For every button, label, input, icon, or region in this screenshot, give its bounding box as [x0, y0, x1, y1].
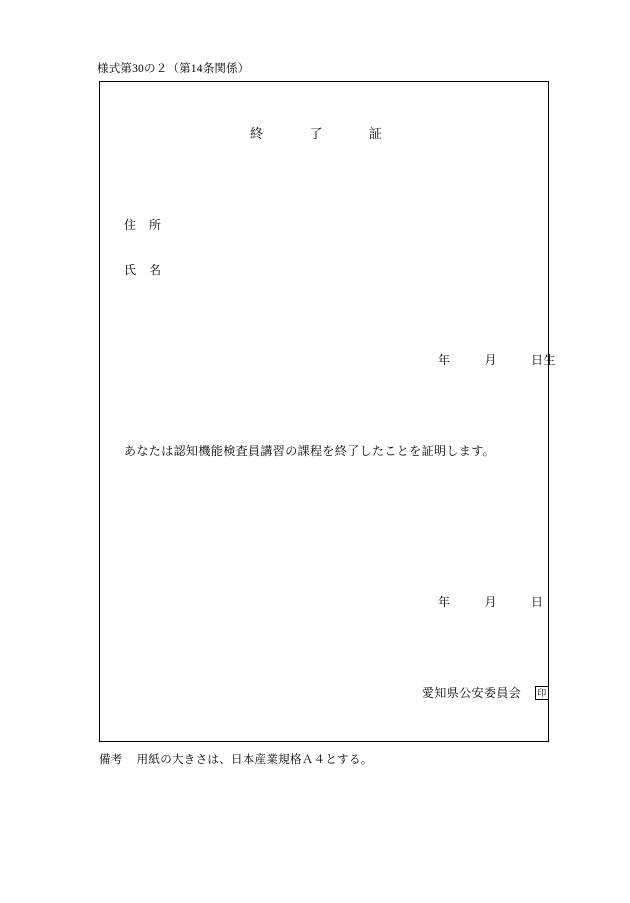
address-field-label: 住 所 [124, 218, 162, 232]
remark-label: 備考 [99, 754, 123, 766]
name-field-label: 氏 名 [124, 263, 162, 277]
certificate-title-char-3: 証 [369, 126, 383, 141]
issue-year-label: 年 [438, 595, 451, 609]
remark-line [99, 751, 373, 767]
issue-date-line [438, 593, 544, 610]
seal-icon: 印 [537, 688, 547, 698]
certificate-box [99, 81, 557, 742]
remark-text: 用紙の大きさは、日本産業規格Ａ４とする。 [136, 754, 373, 766]
issue-day-label: 日 [531, 595, 544, 609]
birth-year-label: 年 [438, 353, 451, 367]
form-number: 様式第30の２（第14条関係） [97, 63, 250, 75]
issue-month-label: 月 [484, 595, 498, 609]
certificate-title [250, 123, 383, 142]
certificate-title-char-2: 了 [309, 126, 324, 141]
birth-date-line [438, 351, 556, 368]
certificate-title-char-1: 終 [250, 126, 264, 141]
birth-month-label: 月 [484, 353, 498, 367]
birth-day-label: 日生 [531, 353, 557, 367]
issuer-line [422, 684, 549, 701]
certificate-statement: あなたは認知機能検査員講習の課程を終了したことを証明します。 [124, 444, 496, 458]
issuer-name: 愛知県公安委員会 [422, 686, 522, 700]
